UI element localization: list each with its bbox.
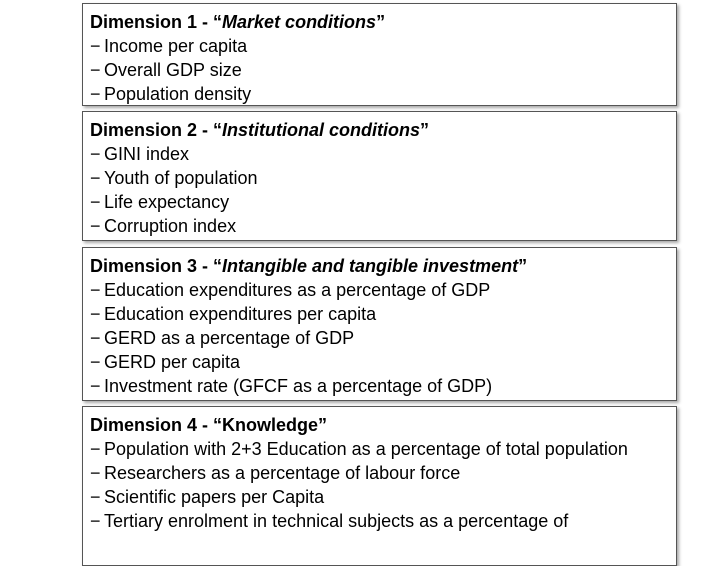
list-item	[90, 374, 668, 398]
item-text: Youth of population	[104, 168, 258, 188]
item-text: Life expectancy	[104, 192, 230, 212]
dash-bullet: −	[90, 60, 101, 80]
dimension-1-box	[82, 3, 677, 106]
item-text: Researchers as a percentage of labour force	[104, 463, 461, 483]
dash-bullet: −	[90, 280, 101, 300]
dash-bullet: −	[90, 376, 101, 396]
dimension-2-title	[90, 118, 668, 142]
dash-bullet: −	[90, 192, 101, 212]
dimension-1-close-quote: ”	[376, 12, 386, 32]
dimension-3-title	[90, 254, 668, 278]
list-item	[90, 166, 668, 190]
item-text: GINI index	[104, 144, 190, 164]
dash-bullet: −	[90, 304, 101, 324]
item-text: Education expenditures per capita	[104, 304, 377, 324]
dimension-4-title: Dimension 4 - “Knowledge”	[90, 415, 328, 435]
dash-bullet: −	[90, 487, 101, 507]
item-text: Income per capita	[104, 36, 248, 56]
item-text: GERD per capita	[104, 352, 241, 372]
list-item	[90, 58, 668, 82]
dimension-2-label: Dimension 2 - “	[90, 120, 223, 140]
dash-bullet: −	[90, 144, 101, 164]
item-text: Education expenditures as a percentage of GDP	[104, 280, 491, 300]
dash-bullet: −	[90, 439, 101, 459]
dash-bullet: −	[90, 216, 101, 236]
list-item	[90, 485, 668, 509]
item-text: Investment rate (GFCF as a percentage of GDP)	[104, 376, 493, 396]
list-item	[90, 214, 668, 238]
dimension-3-box	[82, 247, 677, 401]
dash-bullet: −	[90, 84, 101, 104]
dimension-1-name: Market conditions	[222, 12, 377, 32]
dimension-1-label: Dimension 1 - “	[90, 12, 223, 32]
dimension-3-name: Intangible and tangible investment	[222, 256, 519, 276]
list-item	[90, 350, 668, 374]
dash-bullet: −	[90, 328, 101, 348]
item-text: Population density	[104, 84, 252, 104]
list-item	[90, 461, 668, 485]
dimension-4-box	[82, 406, 677, 566]
item-text: Tertiary enrolment in technical subjects as a percentage of	[104, 511, 569, 531]
list-item	[90, 34, 668, 58]
item-text: Population with 2+3 Education as a percentage of total population	[104, 439, 628, 459]
item-text: Corruption index	[104, 216, 237, 236]
list-item	[90, 82, 668, 106]
item-text: Scientific papers per Capita	[104, 487, 325, 507]
dash-bullet: −	[90, 511, 101, 531]
item-text: Overall GDP size	[104, 60, 242, 80]
list-item	[90, 509, 668, 533]
dimension-2-close-quote: ”	[420, 120, 430, 140]
list-item	[90, 278, 668, 302]
list-item	[90, 326, 668, 350]
list-item	[90, 142, 668, 166]
dimension-3-label: Dimension 3 - “	[90, 256, 223, 276]
dimension-2-box	[82, 111, 677, 241]
list-item	[90, 302, 668, 326]
dash-bullet: −	[90, 168, 101, 188]
item-text: GERD as a percentage of GDP	[104, 328, 355, 348]
list-item	[90, 437, 668, 461]
dash-bullet: −	[90, 352, 101, 372]
dash-bullet: −	[90, 36, 101, 56]
dimension-1-title	[90, 10, 668, 34]
dimension-3-close-quote: ”	[518, 256, 528, 276]
dimension-2-name: Institutional conditions	[222, 120, 421, 140]
dash-bullet: −	[90, 463, 101, 483]
list-item	[90, 190, 668, 214]
